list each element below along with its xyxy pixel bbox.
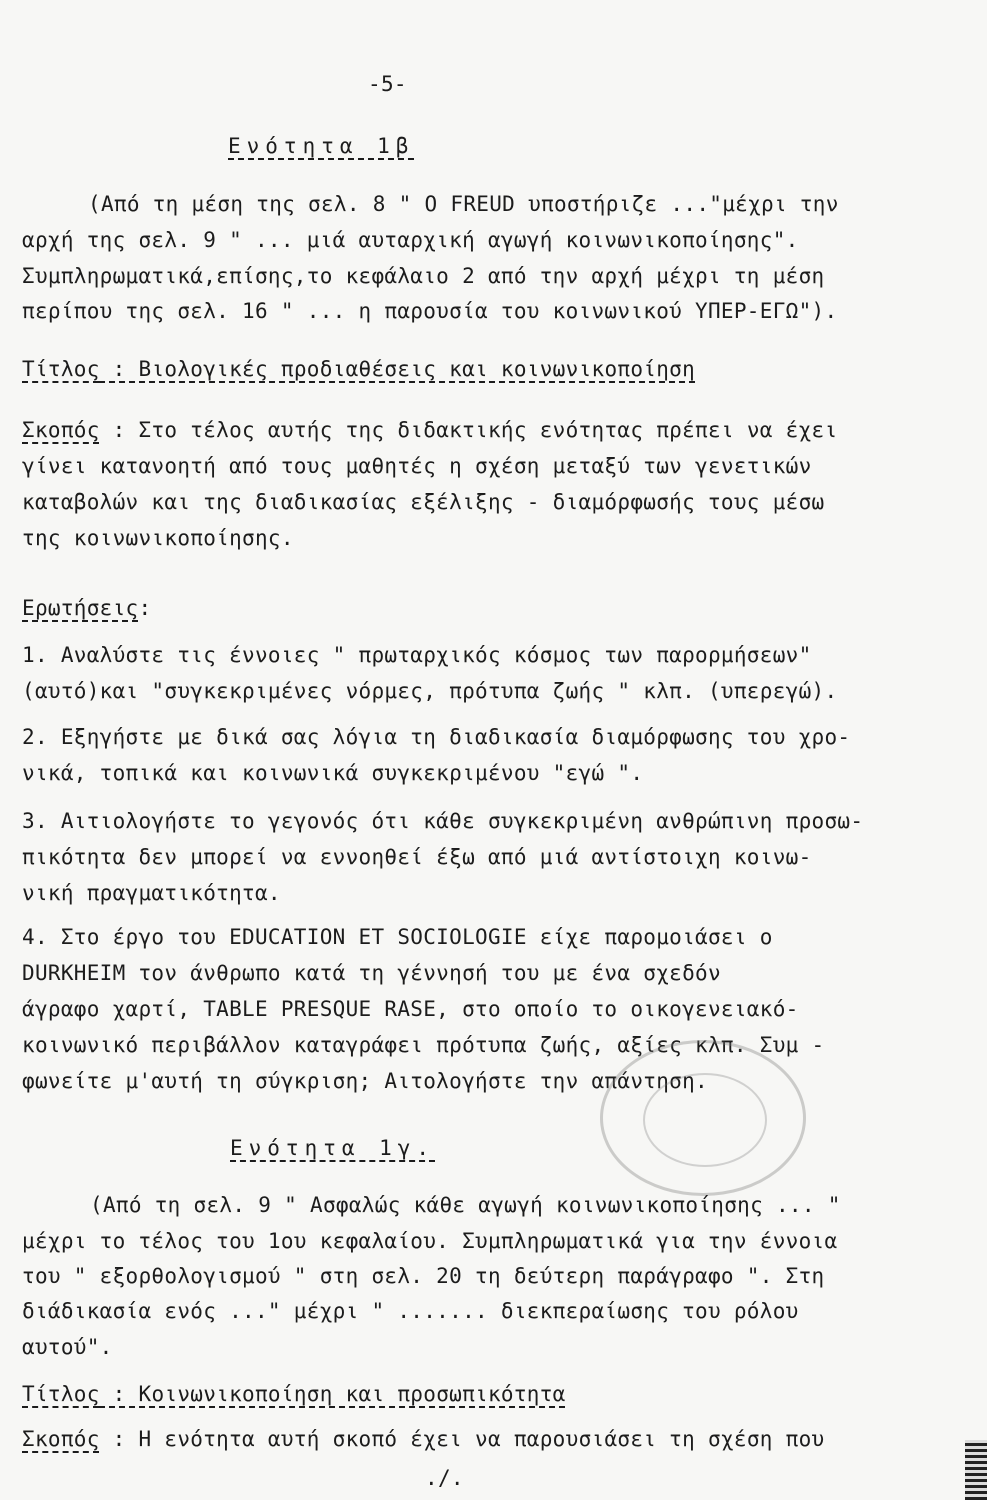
questions-colon: : — [138, 596, 152, 620]
title-text: : Κοινωνικοποίηση και προσωπικότητα — [99, 1382, 566, 1406]
title-text: : Βιολογικές προδιαθέσεις και κοινωνικοποίηση — [99, 357, 696, 381]
source-line: (Από τη σελ. 9 " Ασφαλώς κάθε αγωγή κοινωνικοποίησης ... " — [90, 1193, 841, 1217]
page-number: -5- — [368, 72, 407, 96]
question-4-line: άγραφο χαρτί, TABLE PRESQUE RASE, στο οποίο το οικογενειακό- — [22, 997, 799, 1021]
questions-label: Ερωτήσεις — [22, 596, 139, 620]
question-4-line: DURKHEIM τον άνθρωπο κατά τη γέννησή του με ένα σχεδόν — [22, 961, 721, 985]
aim-line: καταβολών και της διαδικασίας εξέλιξης - διαμόρφωσής τους μέσω — [22, 490, 825, 514]
section-heading-1g: Ενότητα 1γ. — [230, 1136, 436, 1160]
question-4-line: κοινωνικό περιβάλλον καταγράφει πρότυπα ζωής, αξίες κλπ. Συμ - — [22, 1033, 825, 1057]
question-4-line: φωνείτε μ'αυτή τη σύγκριση; Αιτολογήστε την απάντηση. — [22, 1069, 708, 1093]
question-2-line: 2. Εξηγήστε με δικά σας λόγια τη διαδικασία διαμόρφωσης του χρο- — [22, 725, 851, 749]
source-line: αυτού". — [22, 1335, 113, 1359]
aim-line: της κοινωνικοποίησης. — [22, 526, 294, 550]
title-label: Τίτλος — [22, 357, 100, 381]
aim-label: Σκοπός — [22, 1427, 100, 1451]
aim-line: γίνει κατανοητή από τους μαθητές η σχέση μεταξύ των γενετικών — [22, 454, 812, 478]
source-line: διάδικασία ενός ..." μέχρι " ....... διεκπεραίωσης του ρόλου — [22, 1299, 799, 1323]
question-1-line: 1. Αναλύστε τις έννοιες " πρωταρχικός κόσμος των παρορμήσεων" — [22, 643, 812, 667]
source-line: (Από τη μέση της σελ. 8 " Ο FREUD υποστήριζε ..."μέχρι την — [88, 192, 839, 216]
source-line: περίπου της σελ. 16 " ... η παρουσία του κοινωνικού ΥΠΕΡ-ΕΓΩ"). — [22, 299, 838, 323]
question-3-line: νική πραγματικότητα. — [22, 881, 281, 905]
question-1-line: (αυτό)και "συγκεκριμένες νόρμες, πρότυπα ζωής " κλπ. (υπερεγώ). — [22, 679, 838, 703]
section-title-line — [22, 357, 695, 381]
question-3-line: πικότητα δεν μπορεί να εννοηθεί έξω από μιά αντίστοιχη κοινω- — [22, 845, 812, 869]
aim-line — [22, 418, 837, 442]
aim-text: : Η ενότητα αυτή σκοπό έχει να παρουσιάσει τη σχέση που — [99, 1427, 825, 1451]
aim-line — [22, 1427, 824, 1451]
title-label: Τίτλος — [22, 1382, 100, 1406]
continuation-mark: ./. — [425, 1466, 464, 1490]
source-line: του " εξορθολογισμού " στη σελ. 20 τη δεύτερη παράγραφο ". Στη — [22, 1264, 825, 1288]
aim-text: : Στο τέλος αυτής της διδακτικής ενότητας πρέπει να έχει — [99, 418, 838, 442]
questions-heading — [22, 596, 151, 620]
source-line: μέχρι το τέλος του 1ου κεφαλαίου. Συμπληρωματικά για την έννοια — [22, 1229, 838, 1253]
source-line: αρχή της σελ. 9 " ... μιά αυταρχική αγωγή κοινωνικοποίησης". — [22, 228, 799, 252]
section-heading-1b: Ενότητα 1β — [228, 134, 415, 158]
question-3-line: 3. Αιτιολογήστε το γεγονός ότι κάθε συγκεκριμένη ανθρώπινη προσω- — [22, 809, 864, 833]
section-title-line — [22, 1382, 566, 1406]
aim-label: Σκοπός — [22, 418, 100, 442]
source-line: Συμπληρωματικά,επίσης,το κεφάλαιο 2 από την αρχή μέχρι τη μέση — [22, 264, 825, 288]
scan-edge-mark — [965, 1440, 987, 1500]
question-4-line: 4. Στο έργο του EDUCATION ET SOCIOLOGIE είχε παρομοιάσει ο — [22, 925, 773, 949]
stamp-seal — [600, 1040, 806, 1196]
question-2-line: νικά, τοπικά και κοινωνικά συγκεκριμένου "εγώ ". — [22, 761, 644, 785]
